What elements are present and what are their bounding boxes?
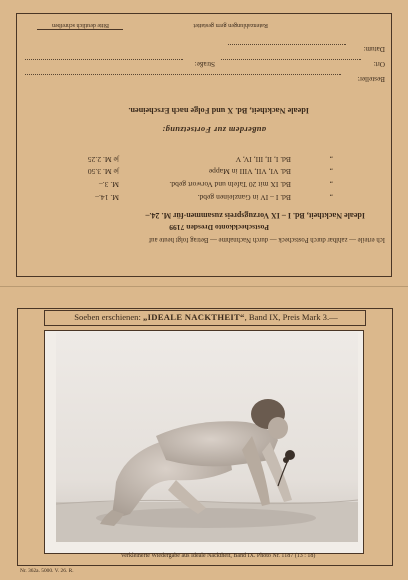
announcement-suffix: , Band IX, Preis Mark 3.— [244, 312, 338, 322]
announcement-title: „IDEALE NACKTHEIT“ [143, 312, 245, 322]
continuation-heading: außerdem zur Fortsetzung: [161, 125, 266, 134]
order-row-title: Bd. I – IV in Ganzleinen gebd. [197, 193, 291, 202]
ort-field[interactable] [221, 59, 361, 60]
ditto-mark: „ [329, 180, 333, 189]
besteller-label: Besteller: [357, 75, 385, 83]
strasse-label: Straße: [194, 60, 215, 68]
photo-credit: Verkleinerte Wiedergabe aus Ideale Nacktheit, Band IX. Photo Nr. 1187 (13 : 18) [120, 553, 316, 559]
volume-x-line: Ideale Nacktheit, Bd. X und Folge nach Erscheinen. [128, 106, 309, 115]
main-offer-line: Ideale Nacktheit, Bd. I – IX Vorzugspreis zusammen-für M. 24.– [145, 211, 365, 220]
kneeling-figure-photo [56, 332, 358, 542]
besteller-field[interactable] [25, 74, 341, 75]
postscheck-account: Postscheckkonto Dresden 7199 [169, 223, 269, 232]
order-row-price: M. 14.– [95, 193, 119, 202]
order-instruction: Ich erteile — zahlbar durch Postscheck — durch Nachnahme — Betrag folgt heute auf [148, 236, 385, 243]
print-run-id: Nr. 362a. 5000. V. 26. R. [20, 568, 74, 574]
order-row-title: Bd. IX mit 20 Tafeln und Vorwort gebd. [169, 180, 291, 189]
order-row-price: M. 3.– [98, 180, 119, 189]
write-clearly-hint: Bitte deutlich schreiben [52, 22, 109, 28]
order-form-frame [16, 13, 392, 277]
order-row-title: Bd. I, II, III, IV, V [235, 155, 291, 164]
datum-field[interactable] [228, 44, 346, 45]
order-row-price: je M. 3.50 [87, 167, 119, 176]
installments-note: Ratenzahlungen gern gestattet [193, 22, 268, 29]
signature-line [37, 29, 123, 30]
ditto-mark: „ [329, 167, 333, 176]
ditto-mark: „ [329, 193, 333, 202]
order-row-price: je M. 2.25 [87, 155, 119, 164]
announcement-caption [48, 312, 364, 322]
order-form-rotated [17, 14, 391, 276]
strasse-field[interactable] [25, 59, 183, 60]
ditto-mark: „ [329, 155, 333, 164]
datum-label: Datum: [363, 45, 385, 53]
fold-line [0, 286, 408, 287]
order-row-title: Bd. VI, VII, VIII in Mappe [208, 167, 291, 176]
ort-label: Ort: [373, 60, 385, 68]
announcement-prefix: Soeben erschienen: [74, 312, 141, 322]
